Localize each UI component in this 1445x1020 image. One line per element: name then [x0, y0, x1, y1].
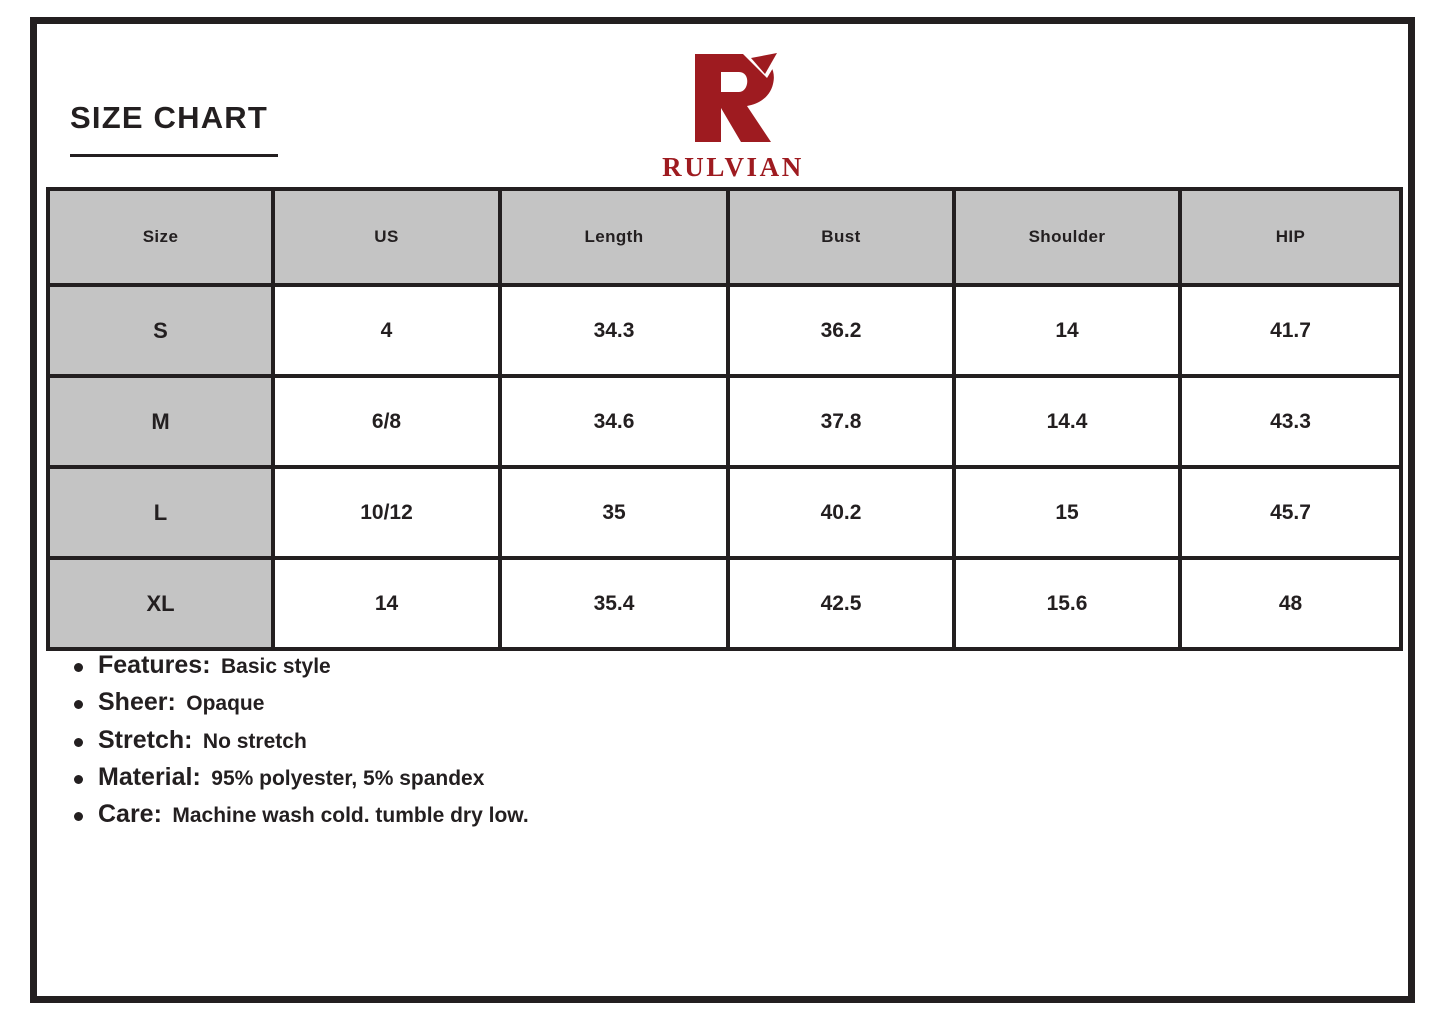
cell-us: 6/8 — [273, 376, 500, 467]
cell-shoulder: 15 — [954, 467, 1180, 558]
spec-value-care: Machine wash cold. tumble dry low. — [172, 804, 529, 827]
list-item — [62, 764, 1262, 790]
table-row — [48, 467, 1401, 558]
title-underline — [70, 154, 278, 157]
cell-bust: 37.8 — [728, 376, 954, 467]
spec-label-care: Care: — [98, 800, 162, 828]
cell-length: 35 — [500, 467, 728, 558]
spec-value-features: Basic style — [221, 655, 331, 678]
product-specs-list — [62, 652, 1262, 838]
cell-us: 10/12 — [273, 467, 500, 558]
list-item — [62, 727, 1262, 753]
cell-length: 34.6 — [500, 376, 728, 467]
spec-label-sheer: Sheer: — [98, 688, 176, 717]
cell-bust: 42.5 — [728, 558, 954, 649]
column-header-bust: Bust — [728, 189, 954, 285]
cell-shoulder: 14 — [954, 285, 1180, 376]
list-item — [62, 801, 1262, 827]
brand-block — [633, 48, 833, 183]
cell-hip: 48 — [1180, 558, 1401, 649]
table-row — [48, 376, 1401, 467]
page-title: SIZE CHART — [70, 100, 268, 135]
cell-shoulder: 14.4 — [954, 376, 1180, 467]
list-item — [62, 652, 1262, 678]
column-header-shoulder: Shoulder — [954, 189, 1180, 285]
cell-length: 34.3 — [500, 285, 728, 376]
cell-hip: 41.7 — [1180, 285, 1401, 376]
cell-size: M — [48, 376, 273, 467]
cell-us: 4 — [273, 285, 500, 376]
cell-hip: 43.3 — [1180, 376, 1401, 467]
document-frame — [30, 17, 1415, 1003]
rulvian-r-logo-icon — [681, 48, 785, 148]
cell-shoulder: 15.6 — [954, 558, 1180, 649]
spec-label-stretch: Stretch: — [98, 725, 193, 754]
cell-length: 35.4 — [500, 558, 728, 649]
column-header-length: Length — [500, 189, 728, 285]
column-header-us: US — [273, 189, 500, 285]
brand-name: RULVIAN — [662, 152, 804, 182]
cell-bust: 36.2 — [728, 285, 954, 376]
spec-label-material: Material: — [98, 762, 201, 791]
table-header-row — [48, 189, 1401, 285]
spec-value-stretch: No stretch — [202, 729, 307, 753]
cell-size: XL — [48, 558, 273, 649]
column-header-size: Size — [48, 189, 273, 285]
cell-us: 14 — [273, 558, 500, 649]
column-header-hip: HIP — [1180, 189, 1401, 285]
cell-bust: 40.2 — [728, 467, 954, 558]
table-row — [48, 558, 1401, 649]
spec-value-sheer: Opaque — [186, 692, 265, 716]
spec-value-material: 95% polyester, 5% spandex — [211, 766, 485, 790]
list-item — [62, 689, 1262, 715]
size-chart-table — [46, 187, 1403, 651]
spec-label-features: Features: — [98, 651, 211, 679]
cell-size: S — [48, 285, 273, 376]
table-row — [48, 285, 1401, 376]
cell-hip: 45.7 — [1180, 467, 1401, 558]
cell-size: L — [48, 467, 273, 558]
page-title-block — [70, 102, 300, 157]
